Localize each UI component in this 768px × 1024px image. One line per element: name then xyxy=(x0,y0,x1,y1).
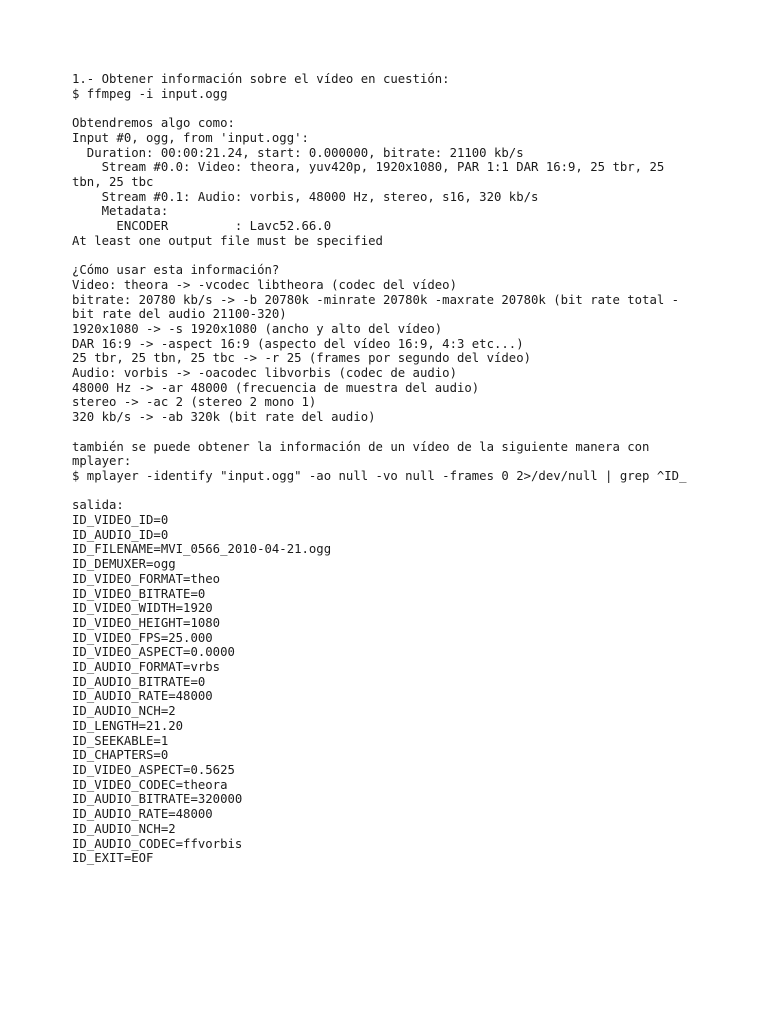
document-line: ¿Cómo usar esta información? xyxy=(72,263,280,278)
document-line: ID_FILENAME=MVI_0566_2010-04-21.ogg xyxy=(72,542,332,557)
document-line xyxy=(72,484,702,499)
document-line: bit rate del audio 21100-320) xyxy=(72,307,287,322)
document-line: ID_AUDIO_RATE=48000 xyxy=(72,807,213,822)
document-line: Input #0, ogg, from 'input.ogg': xyxy=(72,130,309,145)
document-line: ID_VIDEO_ASPECT=0.0000 xyxy=(72,645,235,660)
document-line: $ ffmpeg -i input.ogg xyxy=(72,86,228,101)
document-line: Stream #0.1: Audio: vorbis, 48000 Hz, stereo, s16, 320 kb/s xyxy=(72,189,539,204)
document-line: Duration: 00:00:21.24, start: 0.000000, bitrate: 21100 kb/s xyxy=(72,145,524,160)
document-line: ID_SEEKABLE=1 xyxy=(72,733,169,748)
document-line: mplayer: xyxy=(72,454,132,469)
document-line: $ mplayer -identify "input.ogg" -ao null -vo null -frames 0 2>/dev/null | grep ^ID_ xyxy=(72,468,687,483)
document-line: Metadata: xyxy=(72,204,169,219)
document-line: ID_EXIT=EOF xyxy=(72,851,154,866)
document-line: stereo -> -ac 2 (stereo 2 mono 1) xyxy=(72,395,317,410)
document-line: ID_VIDEO_FPS=25.000 xyxy=(72,630,213,645)
document-line: Obtendremos algo como: xyxy=(72,116,235,131)
document-line: ENCODER : Lavc52.66.0 xyxy=(72,219,332,234)
document-line: Video: theora -> -vcodec libtheora (codec del vídeo) xyxy=(72,277,457,292)
document-line: ID_AUDIO_NCH=2 xyxy=(72,821,176,836)
document-line: ID_AUDIO_RATE=48000 xyxy=(72,689,213,704)
document-line: 48000 Hz -> -ar 48000 (frecuencia de muestra del audio) xyxy=(72,380,480,395)
document-line: salida: xyxy=(72,498,124,513)
document-line: DAR 16:9 -> -aspect 16:9 (aspecto del vídeo 16:9, 4:3 etc...) xyxy=(72,336,524,351)
document-line: 25 tbr, 25 tbn, 25 tbc -> -r 25 (frames por segundo del vídeo) xyxy=(72,351,532,366)
document-line xyxy=(72,248,702,263)
document-line: ID_AUDIO_BITRATE=0 xyxy=(72,674,206,689)
document-line: tbn, 25 tbc xyxy=(72,174,154,189)
document-line: ID_VIDEO_BITRATE=0 xyxy=(72,586,206,601)
document-line: ID_VIDEO_WIDTH=1920 xyxy=(72,601,213,616)
document-line xyxy=(72,101,702,116)
document-line: ID_AUDIO_FORMAT=vrbs xyxy=(72,660,221,675)
document-line: 1920x1080 -> -s 1920x1080 (ancho y alto del vídeo) xyxy=(72,321,443,336)
document-line: bitrate: 20780 kb/s -> -b 20780k -minrate 20780k -maxrate 20780k (bit rate total - xyxy=(72,292,680,307)
document-line: 320 kb/s -> -ab 320k (bit rate del audio) xyxy=(72,410,376,425)
document-line: Audio: vorbis -> -oacodec libvorbis (codec de audio) xyxy=(72,366,457,381)
document-line: ID_VIDEO_FORMAT=theo xyxy=(72,571,221,586)
document-line: ID_LENGTH=21.20 xyxy=(72,718,184,733)
document-line: ID_VIDEO_ID=0 xyxy=(72,513,169,528)
document-line: ID_CHAPTERS=0 xyxy=(72,748,169,763)
document-line: ID_VIDEO_HEIGHT=1080 xyxy=(72,615,221,630)
document-line: Stream #0.0: Video: theora, yuv420p, 1920x1080, PAR 1:1 DAR 16:9, 25 tbr, 25 xyxy=(72,160,665,175)
document-line: At least one output file must be specified xyxy=(72,233,383,248)
document-line: también se puede obtener la información de un vídeo de la siguiente manera con xyxy=(72,439,650,454)
document-line: ID_DEMUXER=ogg xyxy=(72,557,176,572)
document-line: ID_AUDIO_ID=0 xyxy=(72,527,169,542)
document-line: ID_AUDIO_BITRATE=320000 xyxy=(72,792,243,807)
document-line: ID_VIDEO_ASPECT=0.5625 xyxy=(72,762,235,777)
document-line: 1.- Obtener información sobre el vídeo en cuestión: xyxy=(72,72,450,86)
document-line: ID_AUDIO_NCH=2 xyxy=(72,704,176,719)
document-line: ID_VIDEO_CODEC=theora xyxy=(72,777,228,792)
document-line: ID_AUDIO_CODEC=ffvorbis xyxy=(72,836,243,851)
document-body xyxy=(72,72,702,866)
document-line xyxy=(72,425,702,440)
